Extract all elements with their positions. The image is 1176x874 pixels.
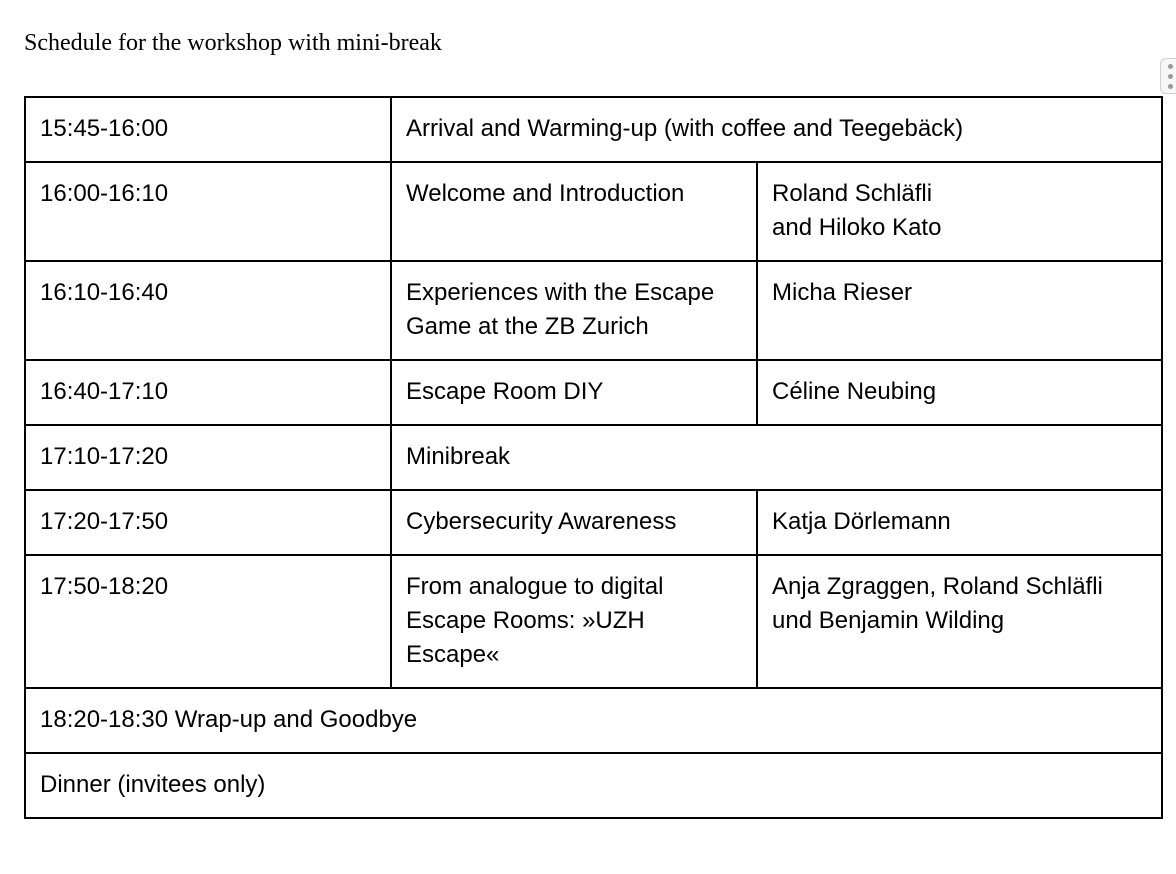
schedule-table [24,96,1163,819]
speaker-cell [757,162,1162,261]
time-text: 17:10-17:20 [40,443,169,470]
time-text: 17:50-18:20 [40,573,169,600]
session-cell [391,261,757,360]
speaker-cell [757,360,1162,425]
session-text: Minibreak [406,443,511,470]
table-row [25,261,1162,360]
handle-dot [1168,64,1173,69]
document-title: Schedule for the workshop with mini-break [24,30,442,56]
time-text: 17:20-17:50 [40,508,169,535]
session-cell [391,555,757,688]
time-cell [25,555,391,688]
time-text: 15:45-16:00 [40,115,169,142]
table-row [25,753,1162,818]
speaker-text: Céline Neubing [772,378,937,405]
speaker-text: Micha Rieser [772,279,913,306]
session-text: Cybersecurity Awareness [406,508,677,535]
speaker-text: Anja Zgraggen, Roland Schläfli und Benjamin Wilding [772,573,1103,634]
time-cell [25,360,391,425]
speaker-text: Roland Schläfli and Hiloko Kato [772,180,942,241]
wrapup-text: 18:20-18:30 Wrap-up and Goodbye [40,706,418,733]
dinner-cell [25,753,1162,818]
time-cell [25,425,391,490]
drag-handle-icon[interactable] [1160,58,1176,94]
session-text: Experiences with the Escape Game at the ZB Zurich [406,279,715,340]
time-cell [25,490,391,555]
time-text: 16:40-17:10 [40,378,169,405]
session-text: Arrival and Warming-up (with coffee and Teegebäck) [406,115,964,142]
session-text: Welcome and Introduction [406,180,685,207]
table-row [25,425,1162,490]
wrapup-cell [25,688,1162,753]
handle-dot [1168,74,1173,79]
session-cell [391,162,757,261]
table-row [25,360,1162,425]
table-row [25,688,1162,753]
table-row [25,162,1162,261]
speaker-cell [757,261,1162,360]
session-text: From analogue to digital Escape Rooms: »UZH Escape« [406,573,664,668]
table-row [25,490,1162,555]
speaker-cell [757,490,1162,555]
session-cell [391,97,1162,162]
time-cell [25,261,391,360]
time-cell [25,97,391,162]
time-text: 16:00-16:10 [40,180,169,207]
session-cell [391,425,1162,490]
session-text: Escape Room DIY [406,378,604,405]
session-cell [391,490,757,555]
time-cell [25,162,391,261]
handle-dot [1168,84,1173,89]
speaker-text: Katja Dörlemann [772,508,951,535]
time-text: 16:10-16:40 [40,279,169,306]
session-cell [391,360,757,425]
table-row [25,555,1162,688]
dinner-text: Dinner (invitees only) [40,771,266,798]
table-row [25,97,1162,162]
speaker-cell [757,555,1162,688]
